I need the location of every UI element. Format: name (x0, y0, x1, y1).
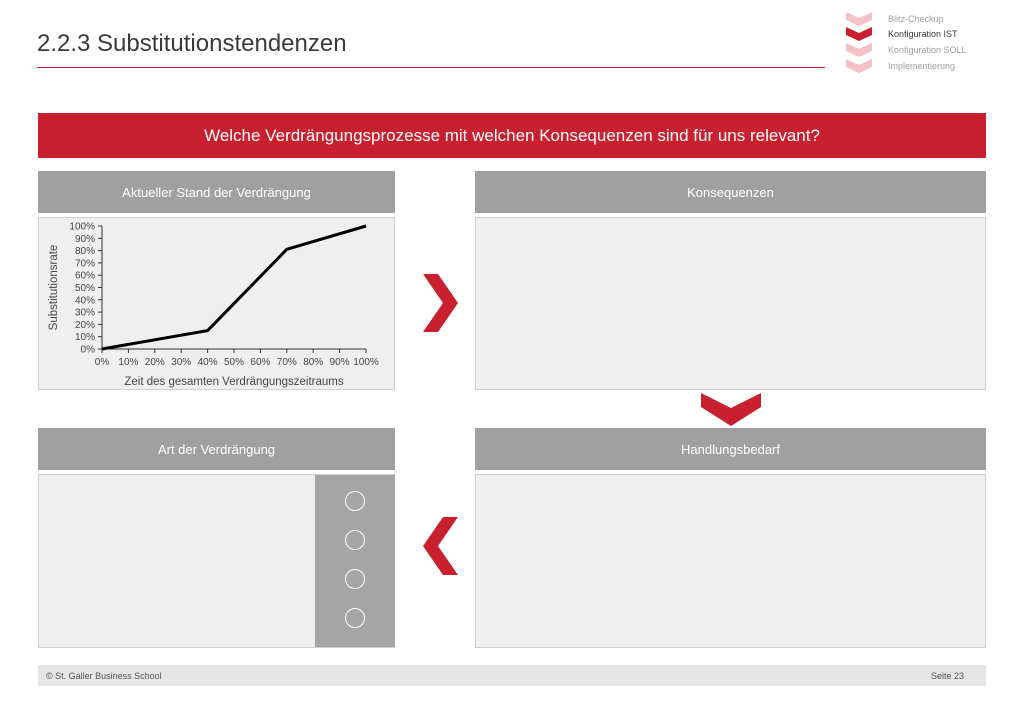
nav-step-blitz-checkup[interactable]: Blitz-Checkup (888, 14, 944, 24)
chart-y-tick-label: 10% (74, 332, 95, 344)
chart-x-tick-label: 70% (276, 357, 297, 368)
nav-step-konfiguration-ist[interactable]: Konfiguration IST (888, 29, 958, 39)
chart-x-tick-label: 50% (223, 357, 245, 368)
option-radio[interactable] (345, 608, 365, 628)
chart-y-axis-label: Substitutionsrate (48, 244, 60, 331)
chart-y-tick-label: 20% (74, 319, 95, 331)
footer-page-number: Seite 23 (930, 671, 964, 681)
header-aktueller-stand: Aktueller Stand der Verdrängung (38, 171, 395, 213)
header-handlungsbedarf: Handlungsbedarf (475, 428, 986, 470)
chart-x-tick-label: 100% (353, 357, 379, 368)
chevron-down-icon (701, 393, 761, 427)
konsequenzen-panel[interactable] (475, 217, 986, 390)
nav-step-implementierung[interactable]: Implementierung (888, 61, 956, 71)
chart-y-tick-label: 100% (69, 221, 95, 233)
chart-x-tick-label: 0% (94, 357, 110, 368)
chart-x-tick-label: 30% (171, 357, 192, 368)
chart-series-line (102, 226, 366, 349)
chart-panel (38, 217, 395, 390)
art-panel[interactable] (38, 474, 395, 648)
step-chevron-active-icon (846, 27, 872, 41)
chart-y-tick-label: 70% (74, 258, 95, 270)
chart-x-tick-label: 90% (329, 357, 350, 368)
chevron-right-icon (423, 274, 459, 332)
step-chevron-icon (846, 59, 872, 73)
chart-y-tick-label: 90% (74, 233, 95, 245)
header-konsequenzen: Konsequenzen (475, 171, 986, 213)
chart-x-tick-label: 80% (303, 357, 324, 368)
option-column (315, 475, 395, 647)
option-radio[interactable] (345, 530, 365, 550)
chart-x-axis-label: Zeit des gesamten Verdrängungszeitraums (124, 376, 344, 388)
page-title: 2.2.3 Substitutionstendenzen (37, 30, 347, 57)
step-chevron-icon (846, 43, 872, 57)
chevron-left-icon (423, 517, 459, 575)
footer-copyright: © St. Galler Business School (46, 671, 162, 681)
chart-x-tick-label: 10% (118, 357, 139, 368)
chart-y-tick-label: 0% (80, 344, 95, 356)
handlungsbedarf-panel[interactable] (475, 474, 986, 648)
header-art-der-verdraengung: Art der Verdrängung (38, 428, 395, 470)
chart-y-tick-label: 40% (74, 295, 95, 307)
chart-y-tick-label: 60% (74, 270, 95, 282)
step-chevron-icon (846, 12, 872, 26)
chart-x-tick-label: 60% (250, 357, 271, 368)
chart-y-tick-label: 30% (74, 307, 95, 319)
chart-y-tick-label: 80% (74, 246, 95, 258)
substitution-chart (39, 218, 394, 389)
option-radio[interactable] (345, 569, 365, 589)
title-divider (37, 67, 825, 68)
chart-x-tick-label: 40% (197, 357, 218, 368)
chart-x-tick-label: 20% (144, 357, 165, 368)
footer (38, 665, 986, 686)
question-banner: Welche Verdrängungsprozesse mit welchen Konsequenzen sind für uns relevant? (38, 113, 986, 158)
chart-y-tick-label: 50% (74, 283, 95, 294)
option-radio[interactable] (345, 491, 365, 511)
nav-step-konfiguration-soll[interactable]: Konfiguration SOLL (888, 45, 967, 55)
